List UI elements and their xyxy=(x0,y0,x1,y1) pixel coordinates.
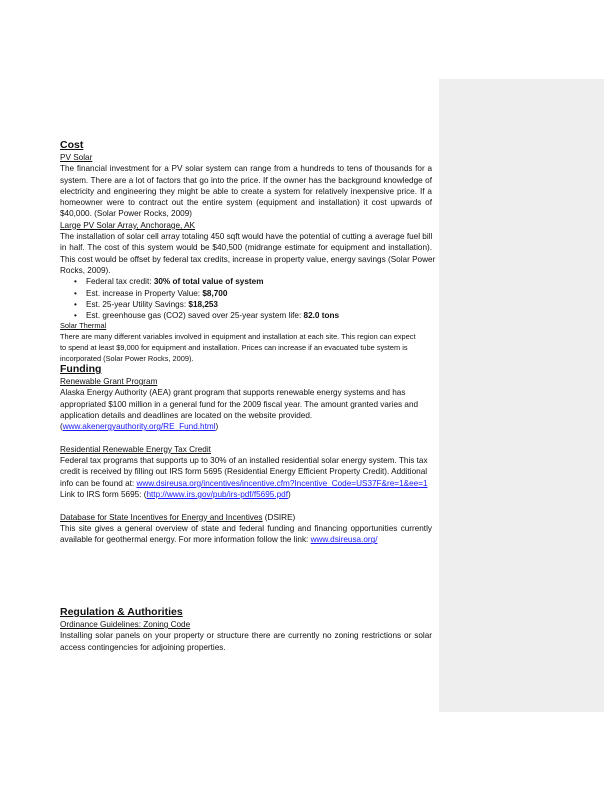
bullet-label: Federal tax credit: xyxy=(86,277,154,287)
paren: ) xyxy=(215,422,219,432)
funding-heading: Funding xyxy=(60,363,102,375)
bullet-icon: • xyxy=(74,277,77,287)
dsire-suffix: (DSIRE) xyxy=(262,512,296,522)
large-array-subheading: Large PV Solar Array, Anchorage, AK xyxy=(60,220,196,230)
paragraph-line: The installation of solar cell array totaling 450 sqft would have the potential of cutting a average fuel bill xyxy=(60,232,433,242)
paragraph-line: Rocks, 2009). xyxy=(60,265,111,275)
bullet-item xyxy=(60,276,432,287)
paragraph-line: Installing solar panels on your property or structure there are currently no zoning restrictions or solar xyxy=(60,631,432,641)
regulation-section xyxy=(60,606,432,653)
paragraph-line: The financial investment for a PV solar system can range from a hundreds to tens of thousands for a xyxy=(60,164,432,174)
funding-section xyxy=(60,363,432,545)
comment-margin-pane xyxy=(439,79,604,712)
bullet-item xyxy=(60,288,432,299)
bullet-icon: • xyxy=(74,299,77,309)
paragraph-line: This cost would be offset by federal tax credits, increase in property value, energy savings (Solar Power xyxy=(60,254,436,264)
bullet-label: Est. 25-year Utility Savings: xyxy=(86,299,189,309)
paragraph-line: homeowner were to contract out the entire system (equipment and installation) it cost upwards of xyxy=(60,198,432,208)
dsire-subheading xyxy=(60,512,432,523)
form-prefix: Link to IRS form 5695: ( xyxy=(60,489,147,499)
pv-solar-subheading: PV Solar xyxy=(60,153,93,162)
paragraph-line xyxy=(60,421,432,432)
regulation-heading: Regulation & Authorities xyxy=(60,606,183,618)
grant-subheading: Renewable Grant Program xyxy=(60,377,158,386)
info-prefix: info can be found at: xyxy=(60,478,137,488)
bullet-icon: • xyxy=(74,311,77,321)
paragraph-line: to spend at least $9,000 for equipment and installation. Prices can increase if an evacuated tube system is xyxy=(60,343,408,353)
bullet-icon: • xyxy=(74,288,77,298)
paragraph-line: There are many different variables involved in equipment and installation at each site. This region can expect xyxy=(60,332,416,342)
bullet-value: 82.0 tons xyxy=(303,311,340,321)
paragraph-line: application details and deadlines are located on the website provided. xyxy=(60,410,313,420)
dsire-home-link[interactable]: www.dsireusa.org/ xyxy=(310,535,378,545)
zoning-subheading: Ordinance Guidelines: Zoning Code xyxy=(60,620,191,629)
paragraph-line: appropriated $100 million in a general fund for the 2009 fiscal year. The amount granted varies and xyxy=(60,399,419,409)
paragraph-line xyxy=(60,534,432,545)
aea-fund-link[interactable]: www.akenergyauthority.org/RE_Fund.html xyxy=(62,422,216,432)
paragraph-line xyxy=(60,489,432,500)
cost-section xyxy=(60,139,436,365)
dsire-text: available for geothermal energy. For more information follow the link: xyxy=(60,535,311,545)
paragraph-line: electricity and engineering they might be able to create a system for relatively inexpensive price. If a xyxy=(60,186,432,196)
paragraph-line xyxy=(60,478,432,489)
paragraph-line: system. There are a lot of factors that go into the price. If the owner has the background knowledge of xyxy=(60,175,432,185)
paragraph-line: This site gives a general overview of state and federal funding and financing opportunities currently xyxy=(60,523,432,533)
paragraph-line: access contingencies for adjoining properties. xyxy=(60,642,226,652)
paragraph-line: credit is received by filling out IRS form 5695 (Residential Energy Efficient Property Credit). Additional xyxy=(60,467,428,477)
bullet-value: $18,253 xyxy=(188,299,218,309)
bullet-value: 30% of total value of system xyxy=(153,277,264,287)
spacer xyxy=(60,500,432,511)
dsire-incentive-link[interactable]: www.dsireusa.org/incentives/incentive.cfm?Incentive_Code=US37F&re=1&ee=1 xyxy=(136,478,428,488)
paragraph-line: Alaska Energy Authority (AEA) grant program that supports renewable energy systems and has xyxy=(60,388,406,398)
spacer xyxy=(60,432,432,443)
paragraph-line: $40,000. (Solar Power Rocks, 2009) xyxy=(60,209,192,219)
bullet-label: Est. increase in Property Value: xyxy=(86,288,203,298)
paragraph-line: incorporated (Solar Power Rocks, 2009). xyxy=(60,353,194,363)
bullet-item xyxy=(60,310,432,321)
paragraph-line: Federal tax programs that supports up to 30% of an installed residential solar energy system. This tax xyxy=(60,456,428,466)
bullet-label: Est. greenhouse gas (CO2) saved over 25-year system life: xyxy=(86,311,304,321)
paren: ( xyxy=(60,422,63,432)
paragraph-line: in half. The cost of this system would be $40,500 (midrange estimate for equipment and installation). xyxy=(60,243,432,253)
paren: ) xyxy=(288,489,291,499)
bullet-item xyxy=(60,299,432,310)
solar-thermal-subheading: Solar Thermal xyxy=(60,321,107,331)
irs-form-link[interactable]: http://www.irs.gov/pub/irs-pdf/f5695.pdf xyxy=(146,489,289,499)
bullet-value: $8,700 xyxy=(202,288,228,298)
cost-heading: Cost xyxy=(60,139,84,151)
dsire-title: Database for State Incentives for Energy and Incentives xyxy=(60,512,263,522)
tax-credit-subheading: Residential Renewable Energy Tax Credit xyxy=(60,444,211,454)
